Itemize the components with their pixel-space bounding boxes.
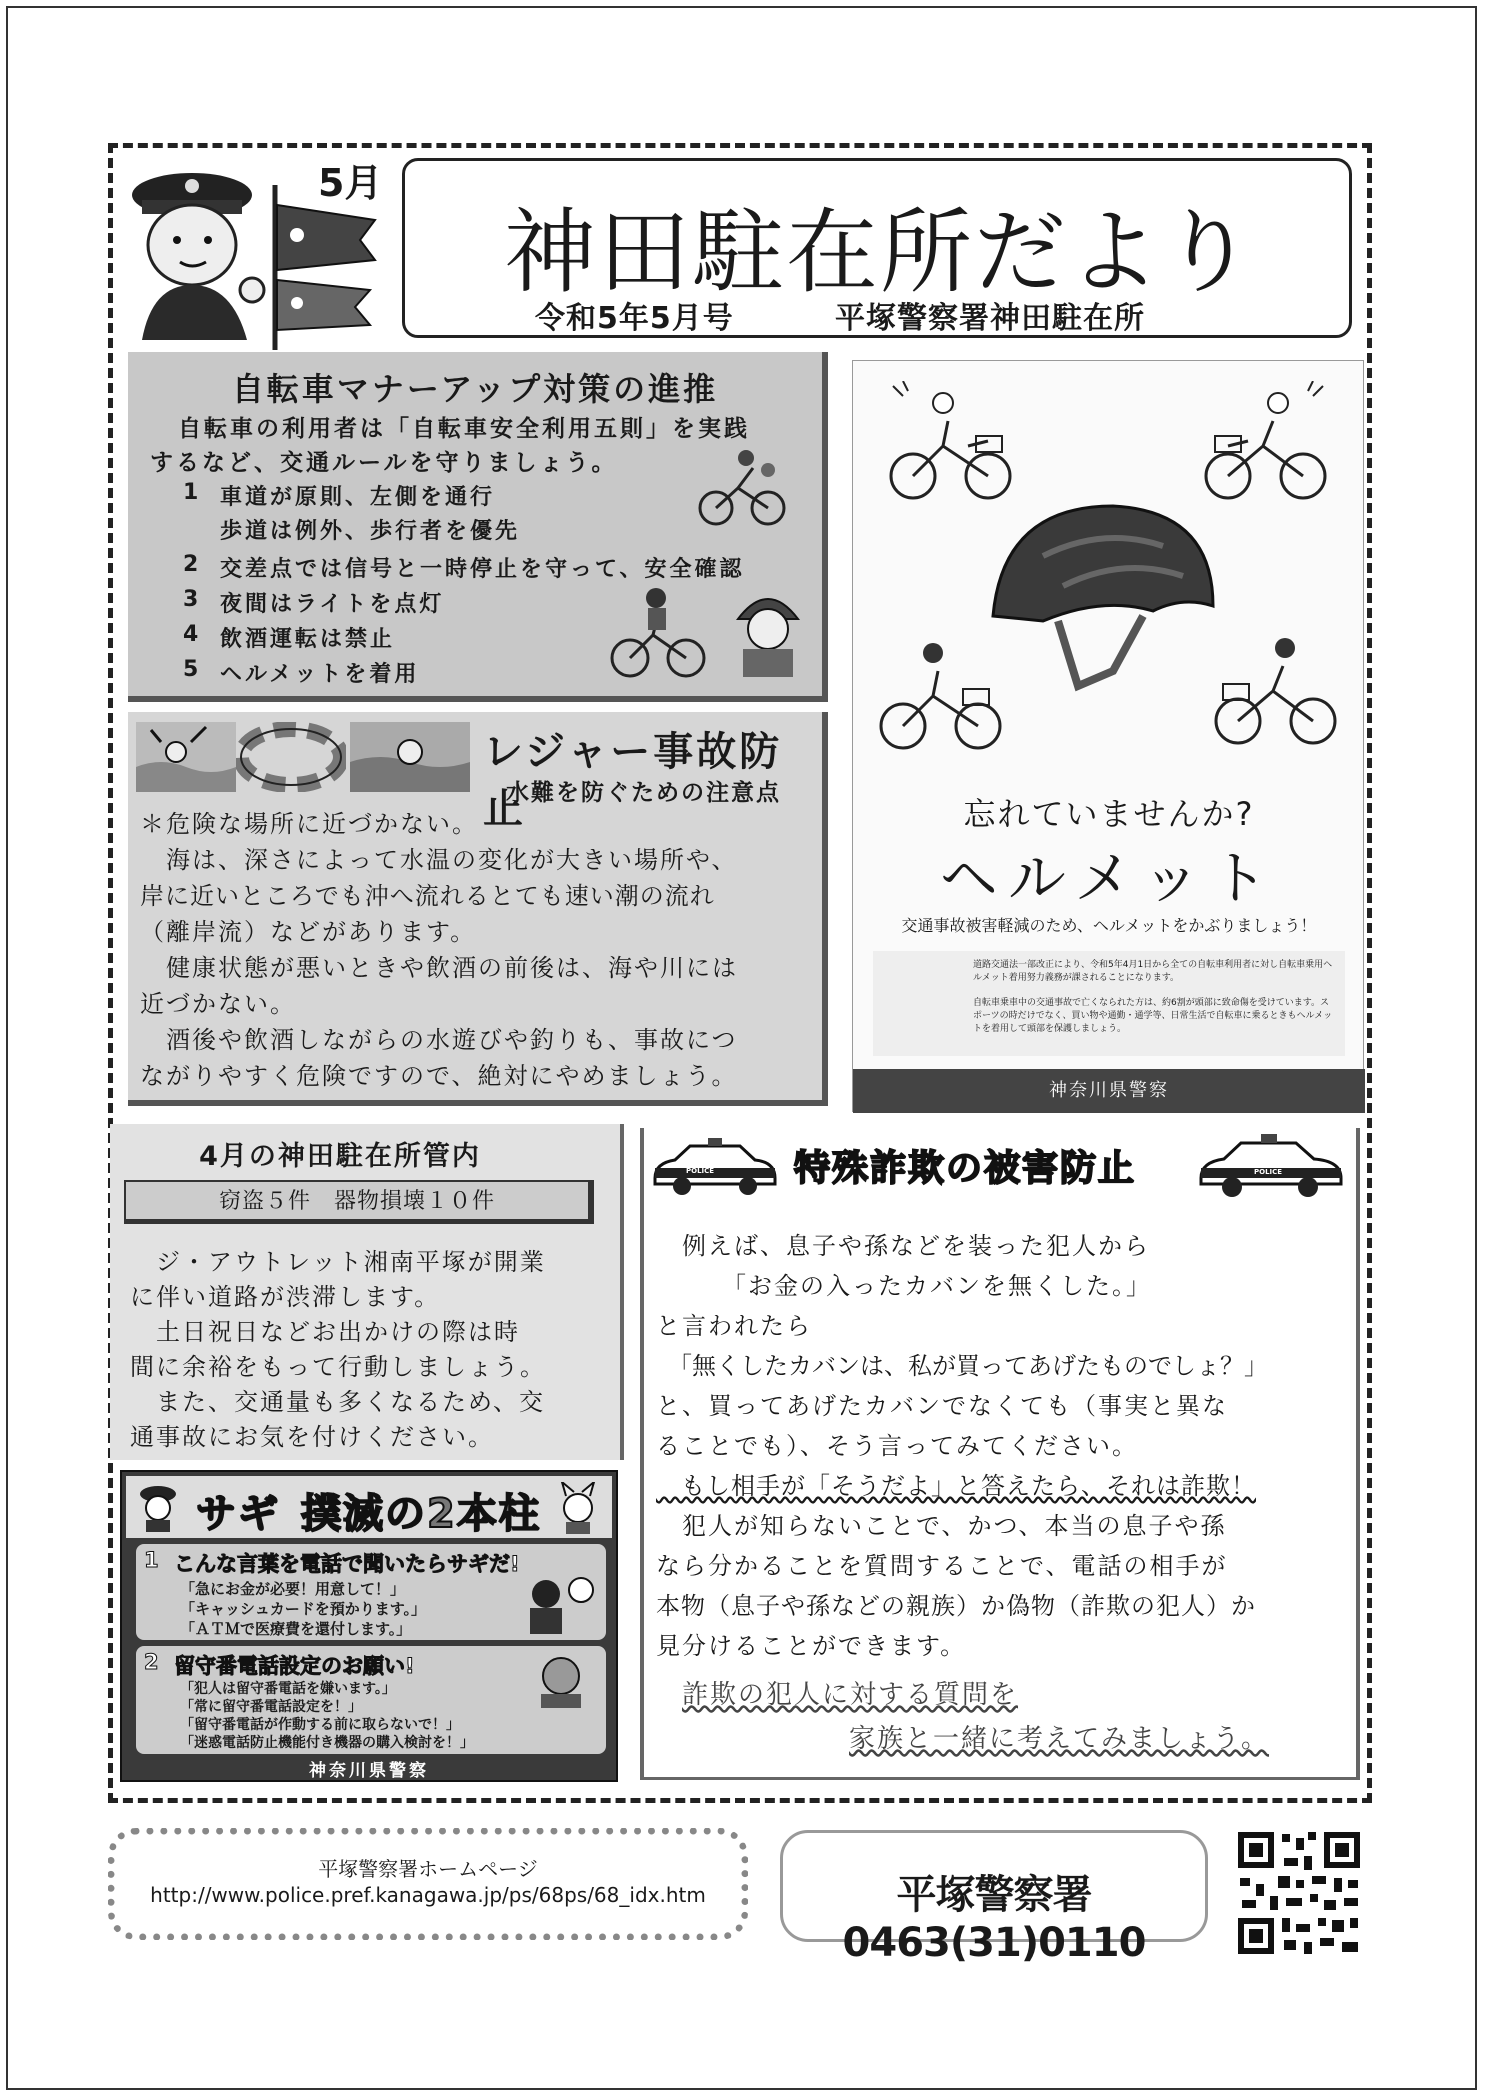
cyclist-icon [1213,626,1343,746]
cyclist-icon [878,631,1008,751]
answering-machine-icon [526,1650,596,1710]
sagi-item-number: 2 [144,1650,159,1674]
helmet-boy-thumbs-up-icon [728,584,808,679]
helmet-question: 忘れていませんか? [963,795,1255,833]
fraud-closing: 家族と一緒に考えてみましょう。 [849,1724,1270,1754]
sagi-item-2 [136,1646,606,1754]
april-line: ジ・アウトレット湘南平塚が開業 [130,1248,546,1276]
april-section [110,1124,624,1460]
bicycle-heading: 自転車マナーアップ対策の進推 [231,370,719,408]
sagi-item-1 [136,1544,606,1640]
bicycle-intro-line: 自転車の利用者は「自転車安全利用五則」を実践 [178,416,750,442]
cyclist-icon [608,580,708,680]
fraud-line: と、買ってあげたカバンでなくても（事実と異な [656,1392,1228,1420]
qr-code-icon[interactable] [1234,1828,1364,1958]
bicycle-section [128,352,828,702]
station-name: 平塚警察署神田駐在所 [835,301,1145,336]
april-heading: 4月の神田駐在所管内 [199,1141,481,1172]
leisure-line: 健康状態が悪いときや飲酒の前後は、海や川には [140,954,738,982]
sagi-footer: 神奈川県警察 [309,1761,429,1781]
sagi-item-line: 「キャッシュカードを預かります。」 [180,1600,427,1618]
leisure-line: 岸に近いところでも沖へ流れるとても速い潮の流れ [140,882,715,910]
life-ring-icon [236,722,346,792]
month-badge: 5月 [318,161,383,205]
rule-text: 夜間はライトを点灯 [220,592,445,617]
fraud-line: 「無くしたカバンは、私が買ってあげたものでしょ？」 [656,1352,1268,1380]
phone-box [780,1830,1208,1966]
fraud-heading: 特殊詐欺の被害防止 [794,1148,1137,1189]
leisure-line: 近づかない。 [140,990,296,1018]
rule-number: 5 [183,657,202,682]
rule-text: 車道が原則、左側を通行 [220,485,496,510]
police-car-icon [1196,1134,1346,1200]
fraud-line: ることでも）、そう言ってみてください。 [656,1432,1138,1460]
fraud-closing: 詐欺の犯人に対する質問を [682,1680,1019,1710]
leisure-line: 海は、深さによって水温の変化が大きい場所や、 [140,846,738,874]
sagi-item-1-title: こんな言葉を電話で聞いたらサギだ! [174,1552,520,1576]
rule-number: 4 [183,622,202,647]
april-crime-stats: 窃盗５件 器物損壊１０件 [124,1180,594,1224]
leisure-line: ながりやすく危険ですので、絶対にやめましょう。 [140,1062,738,1090]
bicycle-child-seat-icon [698,448,788,528]
fraud-line: 例えば、息子や孫などを装った犯人から [656,1232,1150,1260]
rule-text: 歩道は例外、歩行者を優先 [220,519,521,544]
sagi-header [126,1476,612,1538]
rule-text: 交差点では信号と一時停止を守って、安全確認 [220,557,745,582]
drowning-swimmer-icon [136,722,236,792]
title-box [402,158,1352,338]
sagi-item-2-title: 留守番電話設定のお願い! [174,1654,415,1678]
helmet-title: ヘルメット [939,844,1279,912]
rule-number: 1 [183,480,202,505]
sagi-heading-a: サギ [196,1491,280,1537]
phone-scammer-icon [516,1572,596,1636]
police-car-label: POLICE [686,1167,715,1175]
police-car-icon [650,1138,780,1198]
fraud-line: 見分けることができます。 [656,1632,967,1660]
homepage-url[interactable]: http://www.police.pref.kanagawa.jp/ps/68ps/68_idx.htm [150,1883,706,1907]
leisure-subheading: 水難を防ぐための注意点 [506,780,781,806]
issue-label: 令和5年5月号 [535,301,734,336]
cyclist-icon [1203,381,1333,501]
rule-text: 飲酒運転は禁止 [220,627,396,652]
phone-number[interactable]: 平塚警察署 0463(31)0110 [842,1872,1146,1966]
sagi-item-number: 1 [144,1548,159,1572]
leisure-section [128,712,828,1106]
sagi-heading-b: 撲滅の2本柱 [301,1491,541,1537]
homepage-box [108,1828,748,1940]
fraud-line-emphasis: もし相手が「そうだよ」と答えたら、それは詐欺！ [656,1472,1256,1500]
april-line: に伴い道路が渋滞します。 [130,1283,441,1311]
helmet-poster [852,360,1364,1112]
sagi-item-line: 「留守番電話が作動する前に取らないで！」 [180,1717,460,1733]
april-line: 土日祝日などお出かけの際は時 [130,1318,520,1346]
leisure-line: （離岸流）などがあります。 [140,918,477,946]
rule-number: 2 [183,552,202,577]
child-in-water-icon [350,722,470,792]
helmet-poster-footer: 神奈川県警察 [853,1069,1365,1113]
homepage-label: 平塚警察署ホームページ [318,1857,538,1881]
april-line: 通事故にお気を付けください。 [130,1423,494,1451]
leisure-line: ＊危険な場所に近づかない。 [140,810,478,838]
police-car-label: POLICE [1254,1168,1283,1176]
sagi-poster [120,1470,618,1782]
sagi-item-line: 「ＡＴＭで医療費を還付します。」 [180,1620,412,1638]
fraud-section [640,1128,1360,1780]
helmet-caption: 交通事故被害軽減のため、ヘルメットをかぶりましょう！ [901,916,1317,935]
april-line: 間に余裕をもって行動しましょう。 [130,1353,546,1381]
april-line: また、交通量も多くなるため、交 [130,1388,546,1416]
cyclist-icon [888,381,1018,501]
sagi-item-line: 「急にお金が必要！用意して！」 [180,1580,406,1598]
rule-number: 3 [183,587,202,612]
helmet-note: 自転車乗車中の交通事故で亡くなられた方は、約6割が頭部に致命傷を受けています。スポーツの時だけでなく、買い物や通勤・通学等、日常生活で自転車に乗るときもヘルメットを着用して頭部を保護しましょう。 [973,998,1333,1034]
fraud-line: なら分かることを質問することで、電話の相手が [656,1552,1228,1580]
fraud-line: 本物（息子や孫などの親族）か偽物（詐欺の犯人）か [656,1592,1256,1620]
bicycle-intro-line: するなど、交通ルールを守りましょう。 [150,450,618,476]
bicycle-helmet-icon [983,496,1223,696]
leisure-line: 酒後や飲酒しながらの水遊びや釣りも、事故につ [140,1026,738,1054]
leisure-heading: レジャー事故防止 [483,729,783,832]
fraud-line: 「お金の入ったカバンを無くした。」 [656,1272,1152,1300]
sagi-item-line: 「犯人は留守番電話を嫌います。」 [180,1681,396,1697]
police-mascot-icon [556,1482,600,1534]
fraud-line: 犯人が知らないことで、かつ、本当の息子や孫 [656,1512,1227,1540]
page-title: 神田駐在所だより [503,199,1256,306]
sagi-item-line: 「迷惑電話防止機能付き機器の購入検討を！」 [180,1735,474,1751]
helmet-notes-box [873,951,1345,1056]
police-mascot-icon [138,1484,178,1532]
fraud-line: と言われたら [656,1312,812,1340]
rule-text: ヘルメットを着用 [220,662,420,687]
helmet-note: 道路交通法一部改正により、令和5年4月1日から全ての自転車利用者に対し自転車乗用ヘルメット着用努力義務が課されることになります。 [973,960,1333,983]
sagi-item-line: 「常に留守番電話設定を！」 [180,1699,362,1715]
